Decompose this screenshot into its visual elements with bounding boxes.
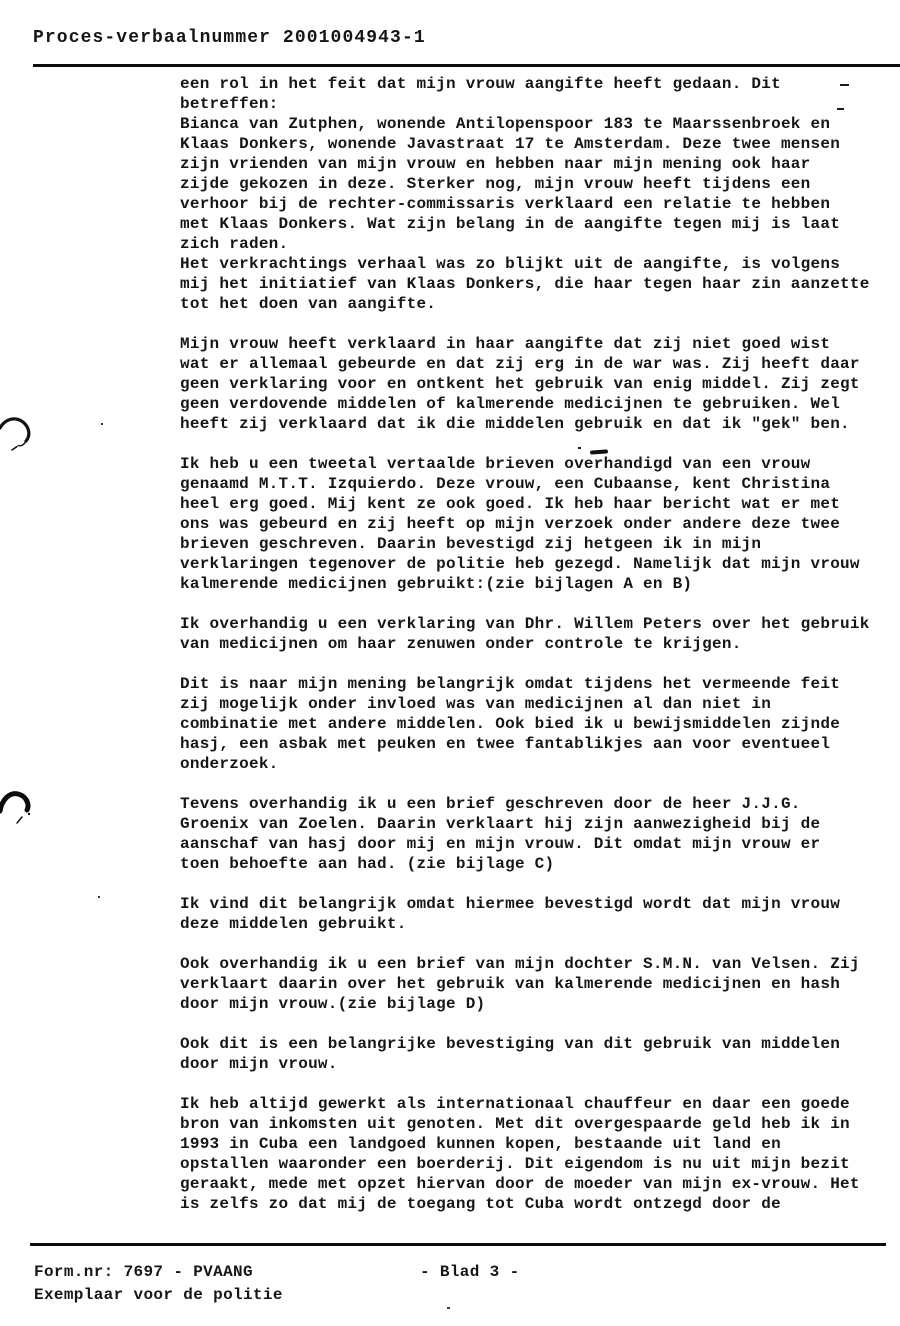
body-line: combinatie met andere middelen. Ook bied ik u bewijsmiddelen zijnde xyxy=(180,715,841,733)
body-line: Ik vind dit belangrijk omdat hiermee bevestigd wordt dat mijn vrouw xyxy=(180,895,841,913)
body-line: Ik heb u een tweetal vertaalde brieven overhandigd van een vrouw xyxy=(180,455,811,473)
body-line: genaamd M.T.T. Izquierdo. Deze vrouw, een Cubaanse, kent Christina xyxy=(180,475,831,493)
body-line: Het verkrachtings verhaal was zo blijkt uit de aangifte, is volgens xyxy=(180,255,841,273)
body-line: wat er allemaal gebeurde en dat zij erg in de war was. Zij heeft daar xyxy=(180,355,860,373)
body-line: ons was gebeurd en zij heeft op mijn verzoek onder andere deze twee xyxy=(180,515,841,533)
body-text xyxy=(180,74,892,1214)
scan-artifact-speck xyxy=(101,423,103,425)
body-line: Ook overhandig ik u een brief van mijn dochter S.M.N. van Velsen. Zij xyxy=(180,955,860,973)
body-line: verklaart daarin over het gebruik van kalmerende medicijnen en hash xyxy=(180,975,841,993)
body-line: deze middelen gebruikt. xyxy=(180,915,407,933)
body-line: Groenix van Zoelen. Daarin verklaart hij zijn aanwezigheid bij de xyxy=(180,815,821,833)
body-line: zijde gekozen in deze. Sterker nog, mijn vrouw heeft tijdens een xyxy=(180,175,811,193)
body-line: Ik overhandig u een verklaring van Dhr. Willem Peters over het gebruik xyxy=(180,615,870,633)
body-line xyxy=(180,654,892,674)
body-line: Klaas Donkers, wonende Javastraat 17 te Amsterdam. Deze twee mensen xyxy=(180,135,841,153)
header-divider xyxy=(33,64,900,67)
body-line: opstallen waaronder een boerderij. Dit eigendom is nu uit mijn bezit xyxy=(180,1155,850,1173)
body-line: is zelfs zo dat mij de toegang tot Cuba wordt ontzegd door de xyxy=(180,1195,781,1213)
body-line: toen behoefte aan had. (zie bijlage C) xyxy=(180,855,555,873)
body-line: Ook dit is een belangrijke bevestiging van dit gebruik van middelen xyxy=(180,1035,841,1053)
body-line: van medicijnen om haar zenuwen onder controle te krijgen. xyxy=(180,635,742,653)
body-line: zijn vrienden van mijn vrouw en hebben naar mijn mening ook haar xyxy=(180,155,811,173)
footer-form-number: Form.nr: 7697 - PVAANG xyxy=(34,1263,253,1281)
body-line: geraakt, mede met opzet hiervan door de moeder van mijn ex-vrouw. Het xyxy=(180,1175,860,1193)
body-line: zij mogelijk onder invloed was van medicijnen al dan niet in xyxy=(180,695,772,713)
body-line: 1993 in Cuba een landgoed kunnen kopen, bestaande uit land en xyxy=(180,1135,781,1153)
body-line xyxy=(180,1014,892,1034)
page-title: Proces-verbaalnummer 2001004943-1 xyxy=(33,28,426,48)
body-line: door mijn vrouw.(zie bijlage D) xyxy=(180,995,486,1013)
body-line: geen verklaring voor en ontkent het gebruik van enig middel. Zij zegt xyxy=(180,375,860,393)
body-line: tot het doen van aangifte. xyxy=(180,295,437,313)
body-line xyxy=(180,934,892,954)
body-line: hasj, een asbak met peuken en twee fantablikjes aan voor eventueel xyxy=(180,735,831,753)
footer-divider xyxy=(30,1243,886,1246)
scan-artifact-speck xyxy=(447,1307,450,1309)
body-line xyxy=(180,434,892,454)
body-line: heeft zij verklaard dat ik die middelen gebruik en dat ik "gek" ben. xyxy=(180,415,850,433)
body-line: geen verdovende middelen of kalmerende medicijnen te gebruiken. Wel xyxy=(180,395,841,413)
body-line xyxy=(180,314,892,334)
scan-artifact-arc xyxy=(0,414,40,458)
body-line: bron van inkomsten uit genoten. Met dit overgespaarde geld heb ik in xyxy=(180,1115,850,1133)
body-line xyxy=(180,774,892,794)
body-line: Bianca van Zutphen, wonende Antilopenspoor 183 te Maarssenbroek en xyxy=(180,115,831,133)
body-line: mij het initiatief van Klaas Donkers, die haar tegen haar zin aanzette xyxy=(180,275,870,293)
body-line xyxy=(180,594,892,614)
scan-artifact-speck xyxy=(98,896,100,898)
body-line xyxy=(180,1074,892,1094)
body-line: Mijn vrouw heeft verklaard in haar aangifte dat zij niet goed wist xyxy=(180,335,831,353)
body-line: aanschaf van hasj door mij en mijn vrouw. Dit omdat mijn vrouw er xyxy=(180,835,821,853)
body-line: brieven geschreven. Daarin bevestigd zij hetgeen ik in mijn xyxy=(180,535,762,553)
footer-copy-designation: Exemplaar voor de politie xyxy=(34,1286,283,1304)
body-line xyxy=(180,874,892,894)
body-line: Ik heb altijd gewerkt als internationaal chauffeur en daar een goede xyxy=(180,1095,850,1113)
scan-artifact-arc xyxy=(0,787,38,833)
body-line: een rol in het feit dat mijn vrouw aangifte heeft gedaan. Dit xyxy=(180,75,781,93)
body-line: Dit is naar mijn mening belangrijk omdat tijdens het vermeende feit xyxy=(180,675,841,693)
body-line: zich raden. xyxy=(180,235,289,253)
body-line: Tevens overhandig ik u een brief geschreven door de heer J.J.G. xyxy=(180,795,801,813)
body-line: heel erg goed. Mij kent ze ook goed. Ik heb haar bericht wat er met xyxy=(180,495,841,513)
body-line: kalmerende medicijnen gebruikt:(zie bijlagen A en B) xyxy=(180,575,693,593)
body-line: met Klaas Donkers. Wat zijn belang in de aangifte tegen mij is laat xyxy=(180,215,841,233)
body-line: onderzoek. xyxy=(180,755,279,773)
footer-page-number: - Blad 3 - xyxy=(420,1263,520,1281)
body-line: verklaringen tegenover de politie heb gezegd. Namelijk dat mijn vrouw xyxy=(180,555,860,573)
body-line: door mijn vrouw. xyxy=(180,1055,338,1073)
body-line: verhoor bij de rechter-commissaris verklaard een relatie te hebben xyxy=(180,195,831,213)
body-line: betreffen: xyxy=(180,95,279,113)
